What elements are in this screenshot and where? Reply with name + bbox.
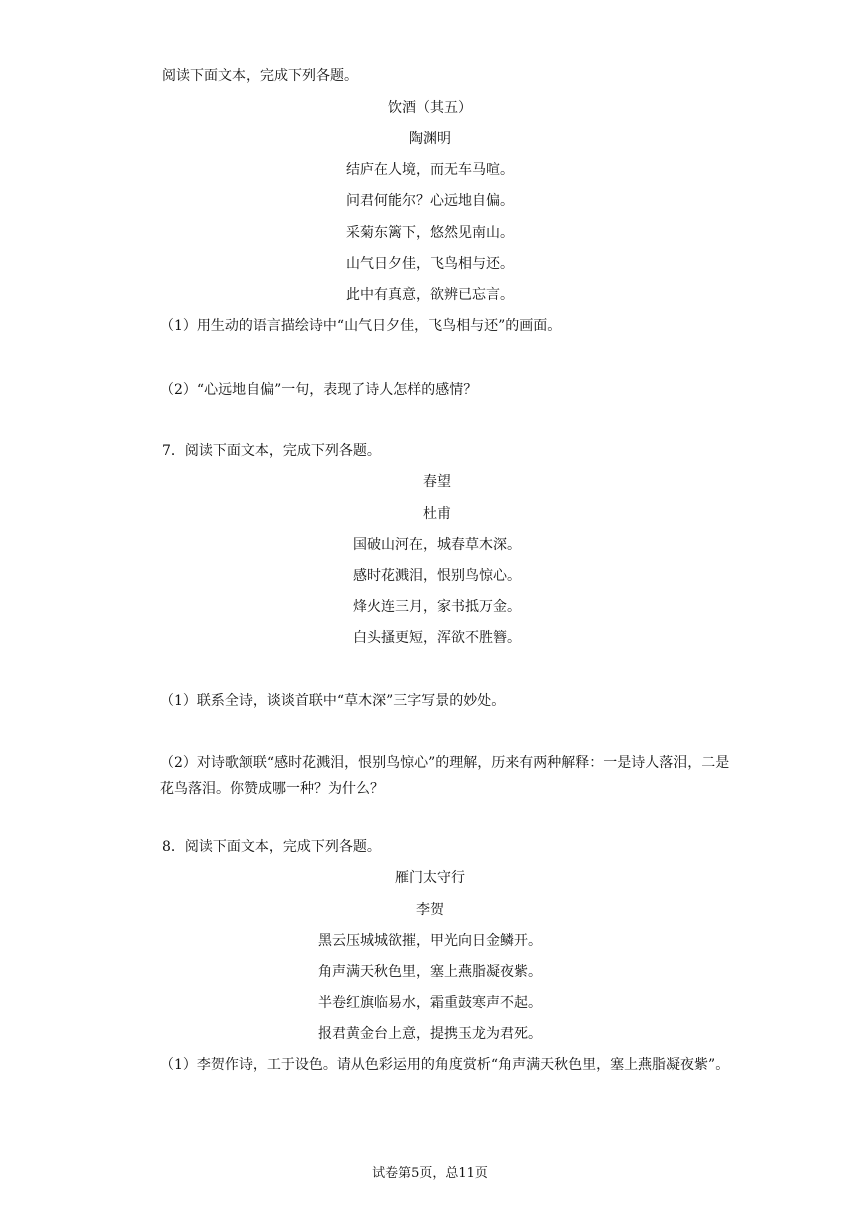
poem-title: 春望: [423, 474, 451, 490]
question-heading: 7．阅读下面文本，完成下列各题。: [162, 443, 381, 459]
question-text: （1）李贺作诗，工于设色。请从色彩运用的角度赏析“角声满天秋色里，塞上燕脂凝夜紫”。: [160, 1057, 730, 1073]
poem-author: 李贺: [416, 902, 444, 918]
poem-line: 感时花溅泪，恨别鸟惊心。: [353, 568, 521, 584]
poem-line: 黑云压城城欲摧，甲光向日金鳞开。: [318, 933, 542, 949]
question-heading: 8．阅读下面文本，完成下列各题。: [162, 839, 381, 855]
poem-line: 此中有真意，欲辨已忘言。: [346, 287, 514, 303]
poem-line: 山气日夕佳，飞鸟相与还。: [346, 256, 514, 272]
poem-line: 白头搔更短，浑欲不胜簪。: [353, 630, 521, 646]
poem-title: 饮酒（其五）: [388, 100, 472, 116]
question-text: （1）联系全诗，谈谈首联中“草木深”三字写景的妙处。: [160, 693, 506, 709]
poem-line: 国破山河在，城春草木深。: [353, 537, 521, 553]
poem-line: 问君何能尔？心远地自偏。: [346, 193, 514, 209]
poem-line: 结庐在人境，而无车马喧。: [346, 162, 514, 178]
poem-author: 陶渊明: [409, 131, 451, 147]
poem-line: 报君黄金台上意，提携玉龙为君死。: [318, 1026, 542, 1042]
question-text: （2）对诗歌颔联“感时花溅泪，恨别鸟惊心”的理解，历来有两种解释：一是诗人落泪，二是花鸟落泪。你赞成哪一种？为什么？: [160, 755, 730, 797]
poem-line: 角声满天秋色里，塞上燕脂凝夜紫。: [318, 964, 542, 980]
poem-author: 杜甫: [423, 506, 451, 522]
poem-line: 采菊东篱下，悠然见南山。: [346, 225, 514, 241]
page-footer: 试卷第5页，总11页: [372, 1166, 488, 1181]
reading-instruction: 阅读下面文本，完成下列各题。: [162, 68, 358, 84]
question-text: （1）用生动的语言描绘诗中“山气日夕佳，飞鸟相与还”的画面。: [160, 318, 562, 334]
poem-line: 烽火连三月，家书抵万金。: [353, 599, 521, 615]
poem-line: 半卷红旗临易水，霜重鼓寒声不起。: [318, 995, 542, 1011]
poem-title: 雁门太守行: [395, 870, 465, 886]
question-text: （2）“心远地自偏”一句，表现了诗人怎样的感情？: [160, 382, 478, 398]
